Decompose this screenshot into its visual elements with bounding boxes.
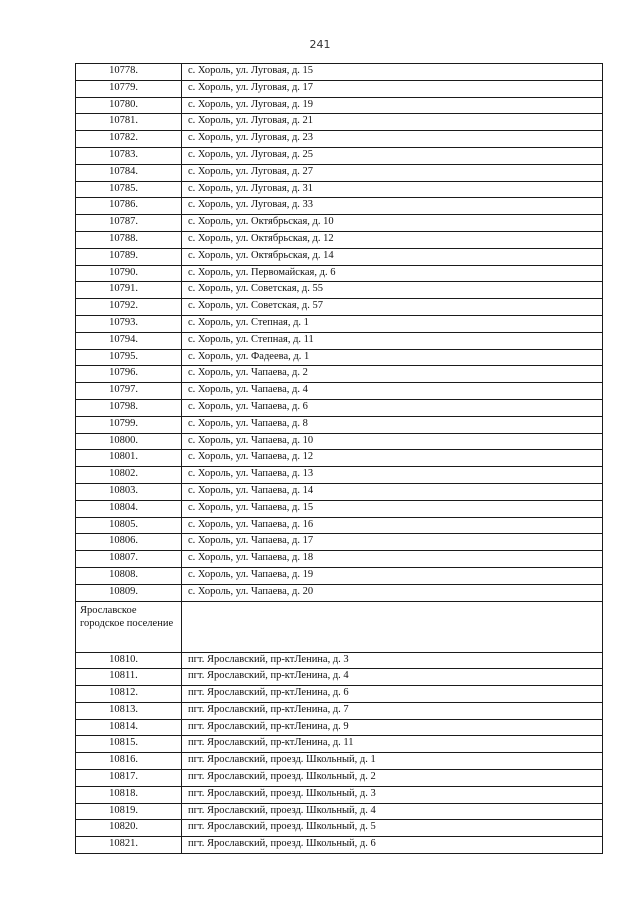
address-cell: с. Хороль, ул. Фадеева, д. 1 bbox=[182, 349, 603, 366]
row-number-cell: 10819. bbox=[76, 803, 182, 820]
address-cell: с. Хороль, ул. Луговая, д. 27 bbox=[182, 164, 603, 181]
table-row bbox=[76, 450, 603, 467]
table-row bbox=[76, 837, 603, 854]
table-row bbox=[76, 702, 603, 719]
table-row bbox=[76, 467, 603, 484]
address-cell: с. Хороль, ул. Луговая, д. 21 bbox=[182, 114, 603, 131]
address-cell: пгт. Ярославский, пр-ктЛенина, д. 4 bbox=[182, 669, 603, 686]
row-number-cell: 10787. bbox=[76, 215, 182, 232]
table-row bbox=[76, 517, 603, 534]
table-row bbox=[76, 131, 603, 148]
address-cell: с. Хороль, ул. Октябрьская, д. 12 bbox=[182, 231, 603, 248]
address-cell: пгт. Ярославский, пр-ктЛенина, д. 6 bbox=[182, 686, 603, 703]
table-row bbox=[76, 366, 603, 383]
table-row bbox=[76, 383, 603, 400]
row-number-cell: 10812. bbox=[76, 686, 182, 703]
table-row bbox=[76, 736, 603, 753]
row-number-cell: 10809. bbox=[76, 584, 182, 601]
row-number-cell: 10780. bbox=[76, 97, 182, 114]
row-number-cell: 10805. bbox=[76, 517, 182, 534]
address-cell: пгт. Ярославский, пр-ктЛенина, д. 11 bbox=[182, 736, 603, 753]
address-cell: с. Хороль, ул. Чапаева, д. 19 bbox=[182, 567, 603, 584]
address-cell: с. Хороль, ул. Чапаева, д. 20 bbox=[182, 584, 603, 601]
address-cell: с. Хороль, ул. Луговая, д. 33 bbox=[182, 198, 603, 215]
address-registry-table bbox=[75, 63, 603, 854]
row-number-cell: 10790. bbox=[76, 265, 182, 282]
table-row bbox=[76, 349, 603, 366]
address-cell: с. Хороль, ул. Чапаева, д. 10 bbox=[182, 433, 603, 450]
table-row bbox=[76, 399, 603, 416]
table-row bbox=[76, 181, 603, 198]
address-cell: пгт. Ярославский, проезд. Школьный, д. 1 bbox=[182, 753, 603, 770]
address-cell: с. Хороль, ул. Луговая, д. 23 bbox=[182, 131, 603, 148]
row-number-cell: 10797. bbox=[76, 383, 182, 400]
row-number-cell: 10794. bbox=[76, 332, 182, 349]
address-cell: с. Хороль, ул. Чапаева, д. 15 bbox=[182, 500, 603, 517]
row-number-cell: 10814. bbox=[76, 719, 182, 736]
row-number-cell: 10788. bbox=[76, 231, 182, 248]
row-number-cell: 10796. bbox=[76, 366, 182, 383]
row-number-cell: 10807. bbox=[76, 551, 182, 568]
address-cell: с. Хороль, ул. Чапаева, д. 8 bbox=[182, 416, 603, 433]
row-number-cell: 10816. bbox=[76, 753, 182, 770]
address-cell: пгт. Ярославский, проезд. Школьный, д. 2 bbox=[182, 770, 603, 787]
row-number-cell: 10789. bbox=[76, 248, 182, 265]
table-row bbox=[76, 332, 603, 349]
address-cell: пгт. Ярославский, проезд. Школьный, д. 3 bbox=[182, 786, 603, 803]
address-cell: с. Хороль, ул. Луговая, д. 15 bbox=[182, 64, 603, 81]
group-header-row bbox=[76, 601, 603, 652]
table-row bbox=[76, 483, 603, 500]
address-cell: с. Хороль, ул. Чапаева, д. 16 bbox=[182, 517, 603, 534]
address-cell: с. Хороль, ул. Чапаева, д. 6 bbox=[182, 399, 603, 416]
row-number-cell: 10810. bbox=[76, 652, 182, 669]
table-row bbox=[76, 551, 603, 568]
row-number-cell: 10784. bbox=[76, 164, 182, 181]
page-number: 241 bbox=[309, 38, 331, 51]
table-row bbox=[76, 299, 603, 316]
table-row bbox=[76, 669, 603, 686]
row-number-cell: 10793. bbox=[76, 315, 182, 332]
address-cell: с. Хороль, ул. Первомайская, д. 6 bbox=[182, 265, 603, 282]
row-number-cell: 10798. bbox=[76, 399, 182, 416]
row-number-cell: 10811. bbox=[76, 669, 182, 686]
address-cell: с. Хороль, ул. Советская, д. 57 bbox=[182, 299, 603, 316]
table-row bbox=[76, 231, 603, 248]
empty-cell bbox=[182, 601, 603, 652]
row-number-cell: 10802. bbox=[76, 467, 182, 484]
address-cell: с. Хороль, ул. Чапаева, д. 13 bbox=[182, 467, 603, 484]
row-number-cell: 10781. bbox=[76, 114, 182, 131]
address-cell: пгт. Ярославский, пр-ктЛенина, д. 9 bbox=[182, 719, 603, 736]
table-row bbox=[76, 820, 603, 837]
table-row bbox=[76, 786, 603, 803]
table-row bbox=[76, 584, 603, 601]
table-row bbox=[76, 265, 603, 282]
address-cell: с. Хороль, ул. Степная, д. 1 bbox=[182, 315, 603, 332]
address-cell: с. Хороль, ул. Чапаева, д. 18 bbox=[182, 551, 603, 568]
address-cell: пгт. Ярославский, пр-ктЛенина, д. 7 bbox=[182, 702, 603, 719]
table-row bbox=[76, 215, 603, 232]
address-cell: с. Хороль, ул. Советская, д. 55 bbox=[182, 282, 603, 299]
address-cell: с. Хороль, ул. Луговая, д. 25 bbox=[182, 147, 603, 164]
address-cell: пгт. Ярославский, проезд. Школьный, д. 4 bbox=[182, 803, 603, 820]
address-cell: с. Хороль, ул. Луговая, д. 31 bbox=[182, 181, 603, 198]
address-cell: с. Хороль, ул. Луговая, д. 17 bbox=[182, 80, 603, 97]
table-row bbox=[76, 97, 603, 114]
address-cell: с. Хороль, ул. Чапаева, д. 2 bbox=[182, 366, 603, 383]
row-number-cell: 10801. bbox=[76, 450, 182, 467]
row-number-cell: 10783. bbox=[76, 147, 182, 164]
address-cell: с. Хороль, ул. Октябрьская, д. 14 bbox=[182, 248, 603, 265]
table-row bbox=[76, 315, 603, 332]
row-number-cell: 10785. bbox=[76, 181, 182, 198]
row-number-cell: 10795. bbox=[76, 349, 182, 366]
table-row bbox=[76, 114, 603, 131]
row-number-cell: 10818. bbox=[76, 786, 182, 803]
row-number-cell: 10792. bbox=[76, 299, 182, 316]
row-number-cell: 10815. bbox=[76, 736, 182, 753]
address-registry-body bbox=[76, 64, 603, 854]
table-row bbox=[76, 770, 603, 787]
row-number-cell: 10778. bbox=[76, 64, 182, 81]
address-cell: пгт. Ярославский, проезд. Школьный, д. 6 bbox=[182, 837, 603, 854]
row-number-cell: 10799. bbox=[76, 416, 182, 433]
row-number-cell: 10782. bbox=[76, 131, 182, 148]
row-number-cell: 10808. bbox=[76, 567, 182, 584]
table-row bbox=[76, 753, 603, 770]
table-row bbox=[76, 500, 603, 517]
address-cell: с. Хороль, ул. Луговая, д. 19 bbox=[182, 97, 603, 114]
table-row bbox=[76, 80, 603, 97]
row-number-cell: 10803. bbox=[76, 483, 182, 500]
table-row bbox=[76, 282, 603, 299]
table-row bbox=[76, 416, 603, 433]
row-number-cell: 10813. bbox=[76, 702, 182, 719]
row-number-cell: 10806. bbox=[76, 534, 182, 551]
address-cell: с. Хороль, ул. Чапаева, д. 12 bbox=[182, 450, 603, 467]
group-name-cell: Ярославское городское поселение bbox=[76, 601, 182, 652]
table-row bbox=[76, 652, 603, 669]
row-number-cell: 10786. bbox=[76, 198, 182, 215]
table-row bbox=[76, 534, 603, 551]
table-row bbox=[76, 248, 603, 265]
row-number-cell: 10779. bbox=[76, 80, 182, 97]
address-cell: с. Хороль, ул. Степная, д. 11 bbox=[182, 332, 603, 349]
address-cell: с. Хороль, ул. Чапаева, д. 17 bbox=[182, 534, 603, 551]
address-cell: с. Хороль, ул. Октябрьская, д. 10 bbox=[182, 215, 603, 232]
row-number-cell: 10800. bbox=[76, 433, 182, 450]
table-row bbox=[76, 433, 603, 450]
address-cell: пгт. Ярославский, проезд. Школьный, д. 5 bbox=[182, 820, 603, 837]
row-number-cell: 10817. bbox=[76, 770, 182, 787]
table-row bbox=[76, 803, 603, 820]
table-row bbox=[76, 64, 603, 81]
table-row bbox=[76, 686, 603, 703]
table-row bbox=[76, 164, 603, 181]
address-cell: с. Хороль, ул. Чапаева, д. 14 bbox=[182, 483, 603, 500]
address-cell: с. Хороль, ул. Чапаева, д. 4 bbox=[182, 383, 603, 400]
table-row bbox=[76, 147, 603, 164]
row-number-cell: 10791. bbox=[76, 282, 182, 299]
row-number-cell: 10820. bbox=[76, 820, 182, 837]
row-number-cell: 10821. bbox=[76, 837, 182, 854]
table-row bbox=[76, 198, 603, 215]
table-row bbox=[76, 719, 603, 736]
row-number-cell: 10804. bbox=[76, 500, 182, 517]
address-cell: пгт. Ярославский, пр-ктЛенина, д. 3 bbox=[182, 652, 603, 669]
table-row bbox=[76, 567, 603, 584]
